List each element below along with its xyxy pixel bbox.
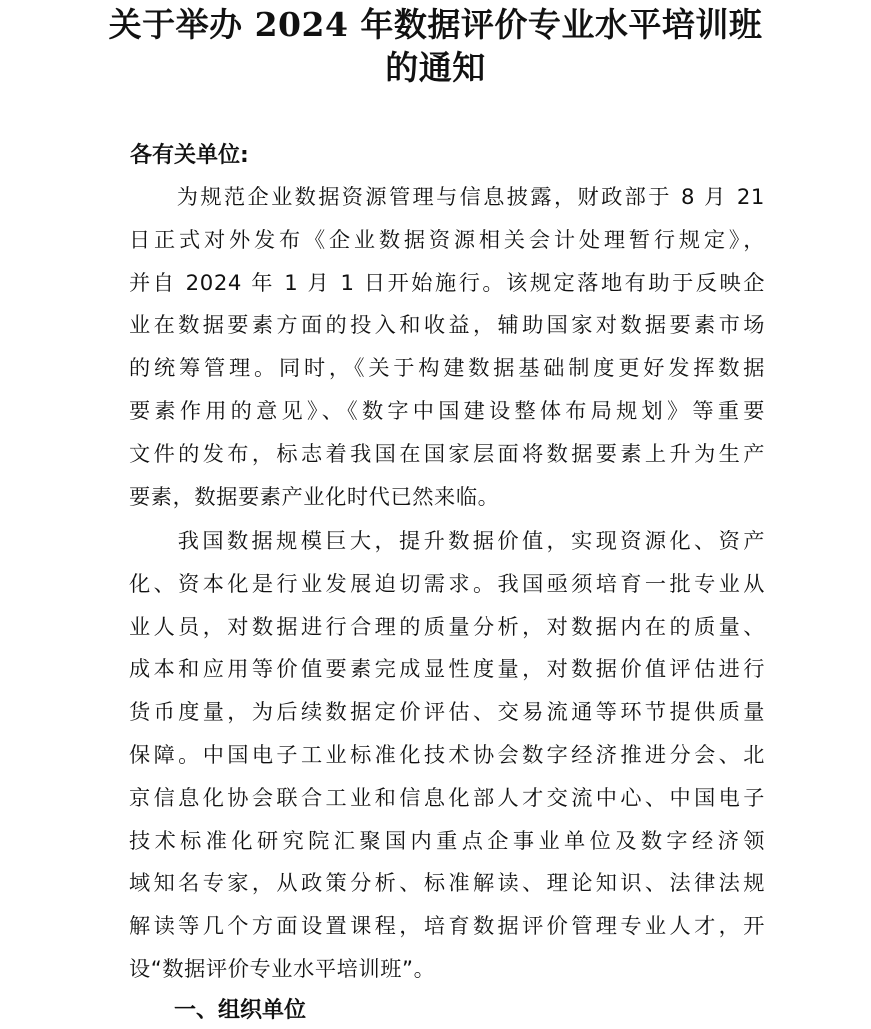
paragraph-2 [129, 520, 765, 991]
paragraph-line: 京信息化协会联合工业和信息化部人才交流中心、中国电子 [129, 784, 765, 810]
paragraph-line: 日正式对外发布《企业数据资源相关会计处理暂行规定》， [129, 226, 765, 252]
paragraph-line: 化、资本化是行业发展迫切需求。我国亟须培育一批专业从 [129, 570, 765, 596]
document-title-line-1: 关于举办 2024 年数据评价专业水平培训班 [108, 5, 763, 44]
paragraph-line: 解读等几个方面设置课程，培育数据评价管理专业人才，开 [129, 913, 765, 939]
paragraph-line: 技术标准化研究院汇聚国内重点企事业单位及数字经济领 [129, 827, 765, 853]
paragraph-line: 的统筹管理。同时，《关于构建数据基础制度更好发挥数据 [129, 355, 765, 381]
paragraph-1 [129, 176, 765, 518]
paragraph-line: 业人员，对数据进行合理的质量分析，对数据内在的质量、 [129, 613, 765, 639]
paragraph-line: 文件的发布，标志着我国在国家层面将数据要素上升为生产 [129, 440, 765, 466]
paragraph-line: 我国数据规模巨大，提升数据价值，实现资源化、资产 [175, 528, 765, 553]
paragraph-line: 业在数据要素方面的投入和收益，辅助国家对数据要素市场 [129, 312, 765, 338]
paragraph-line: 成本和应用等价值要素完成显性度量，对数据价值评估进行 [129, 656, 765, 682]
paragraph-line: 要素，数据要素产业化时代已然来临。 [129, 483, 500, 509]
section-heading: 一、组织单位 [174, 998, 307, 1023]
paragraph-line: 为规范企业数据资源管理与信息披露，财政部于 8 月 21 [175, 184, 765, 209]
paragraph-line: 货币度量，为后续数据定价评估、交易流通等环节提供质量 [129, 699, 765, 725]
paragraph-line: 域知名专家，从政策分析、标准解读、理论知识、法律法规 [129, 870, 765, 896]
paragraph-line: 要素作用的意见》、《数字中国建设整体布局规划》等重要 [129, 397, 765, 423]
document-title-line-2: 的通知 [385, 48, 486, 87]
salutation: 各有关单位: [130, 143, 249, 168]
paragraph-line: 设“数据评价专业水平培训班”。 [129, 955, 436, 981]
paragraph-line: 并自 2024 年 1 月 1 日开始施行。该规定落地有助于反映企 [129, 269, 765, 295]
paragraph-line: 保障。中国电子工业标准化技术协会数字经济推进分会、北 [129, 741, 765, 767]
